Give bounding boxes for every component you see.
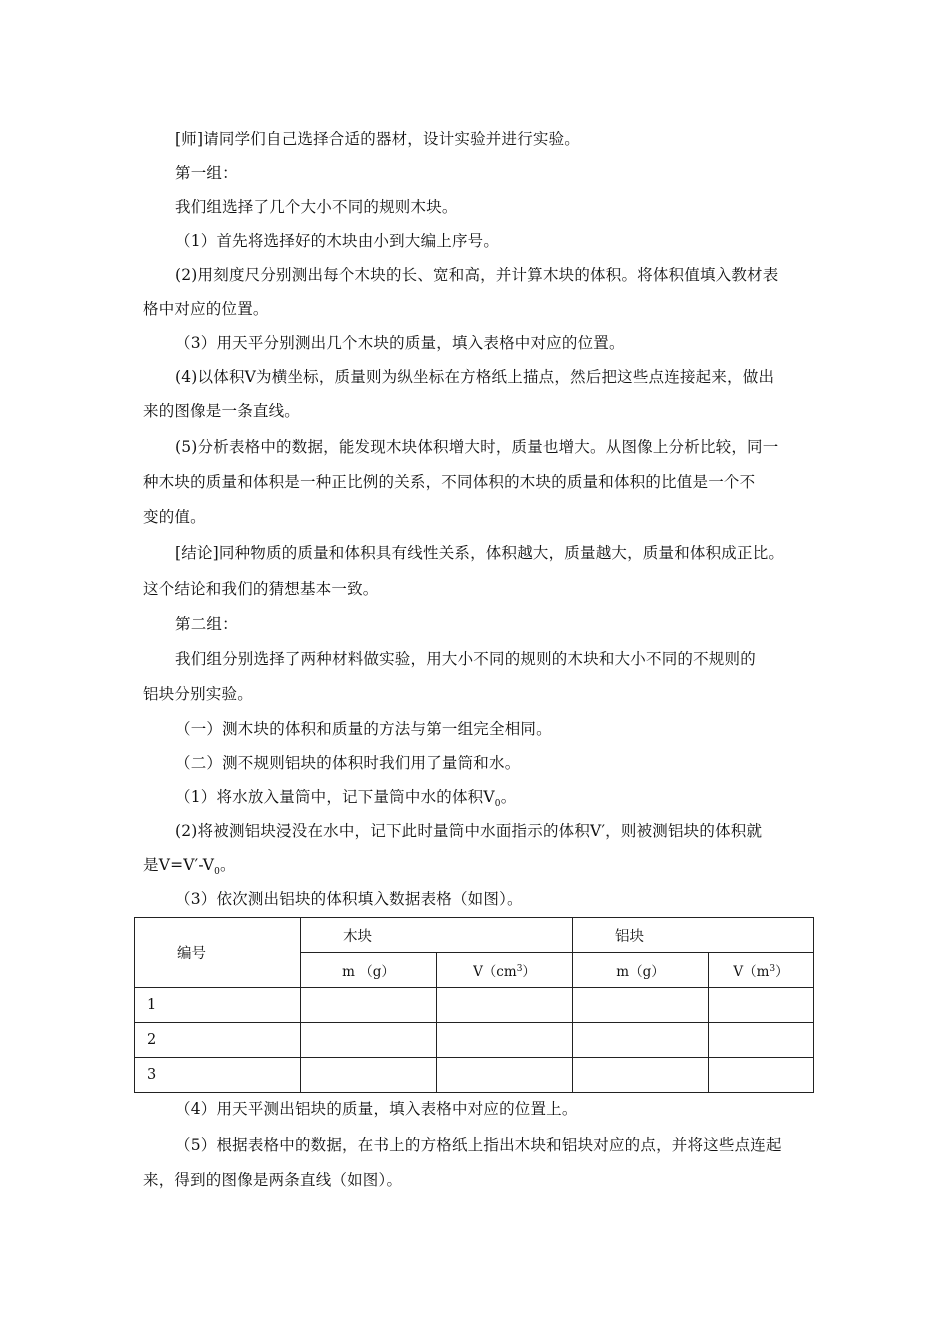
- table-col-mass-wood: m （g）: [301, 953, 437, 988]
- table-header-number: 编号: [135, 918, 301, 988]
- paragraph: （二）测不规则铝块的体积时我们用了量筒和水。: [175, 754, 521, 772]
- table-cell: [437, 1023, 573, 1058]
- paragraph: [师]请同学们自己选择合适的器材，设计实验并进行实验。: [175, 130, 580, 148]
- table-cell: [301, 1058, 437, 1093]
- table-cell: [573, 1023, 709, 1058]
- table-cell: [573, 988, 709, 1023]
- paragraph: 第二组：: [175, 615, 238, 633]
- table-cell: [709, 1058, 814, 1093]
- table-cell: [301, 1023, 437, 1058]
- paragraph: 是$V=V'-V_0$。: [143, 856, 236, 878]
- table-col-volume-wood: $V(cm^3)$: [437, 953, 573, 988]
- table-cell-number: 3: [135, 1058, 301, 1093]
- paragraph: 这个结论和我们的猜想基本一致。: [143, 580, 379, 598]
- table-cell: [709, 1023, 814, 1058]
- paragraph: 来，得到的图像是两条直线（如图）。: [143, 1171, 403, 1189]
- paragraph: 铝块分别实验。: [143, 685, 253, 703]
- table-cell-number: 1: [135, 988, 301, 1023]
- paragraph: 我们组分别选择了两种材料做实验，用大小不同的规则的木块和大小不同的不规则的: [175, 650, 756, 668]
- paragraph: (4)以体积V为横坐标，质量则为纵坐标在方格纸上描点，然后把这些点连接起来，做出: [175, 368, 775, 386]
- table-cell: [301, 988, 437, 1023]
- paragraph: （1）首先将选择好的木块由小到大编上序号。: [175, 232, 500, 250]
- paragraph: (5)分析表格中的数据，能发现木块体积增大时，质量也增大。从图像上分析比较，同一: [175, 438, 779, 456]
- paragraph: (2)将被测铝块浸没在水中，记下此时量筒中水面指示的体积V′，则被测铝块的体积就: [175, 822, 763, 840]
- table-col-volume-aluminum: $V(m^3)$: [709, 953, 814, 988]
- table-row: [135, 1023, 814, 1058]
- data-table: [134, 917, 814, 1093]
- paragraph: （4）用天平测出铝块的质量，填入表格中对应的位置上。: [175, 1100, 578, 1118]
- table-row: [135, 1058, 814, 1093]
- table-group-aluminum: 铝块: [573, 918, 814, 953]
- paragraph: (2)用刻度尺分别测出每个木块的长、宽和高，并计算木块的体积。将体积值填入教材表: [175, 266, 779, 284]
- paragraph: （1）将水放入量筒中，记下量筒中水的体积$V_0$。: [175, 788, 517, 810]
- paragraph: [结论]同种物质的质量和体积具有线性关系，体积越大，质量越大，质量和体积成正比。: [175, 544, 785, 562]
- paragraph: （5）根据表格中的数据，在书上的方格纸上指出木块和铝块对应的点，并将这些点连起: [175, 1136, 782, 1154]
- table-group-wood: 木块: [301, 918, 573, 953]
- paragraph: 种木块的质量和体积是一种正比例的关系，不同体积的木块的质量和体积的比值是一个不: [143, 473, 756, 491]
- paragraph: 格中对应的位置。: [143, 300, 269, 318]
- paragraph: （3）用天平分别测出几个木块的质量，填入表格中对应的位置。: [175, 334, 625, 352]
- paragraph: 来的图像是一条直线。: [143, 402, 301, 420]
- table-cell: [709, 988, 814, 1023]
- paragraph: （3）依次测出铝块的体积填入数据表格（如图）。: [175, 890, 523, 908]
- table-cell-number: 2: [135, 1023, 301, 1058]
- table-cell: [437, 1058, 573, 1093]
- table-cell: [437, 988, 573, 1023]
- paragraph: （一）测木块的体积和质量的方法与第一组完全相同。: [175, 720, 552, 738]
- table-cell: [573, 1058, 709, 1093]
- paragraph: 第一组：: [175, 164, 238, 182]
- paragraph: 我们组选择了几个大小不同的规则木块。: [175, 198, 458, 216]
- table-col-mass-aluminum: m（g）: [573, 953, 709, 988]
- table-row: [135, 988, 814, 1023]
- paragraph: 变的值。: [143, 508, 206, 526]
